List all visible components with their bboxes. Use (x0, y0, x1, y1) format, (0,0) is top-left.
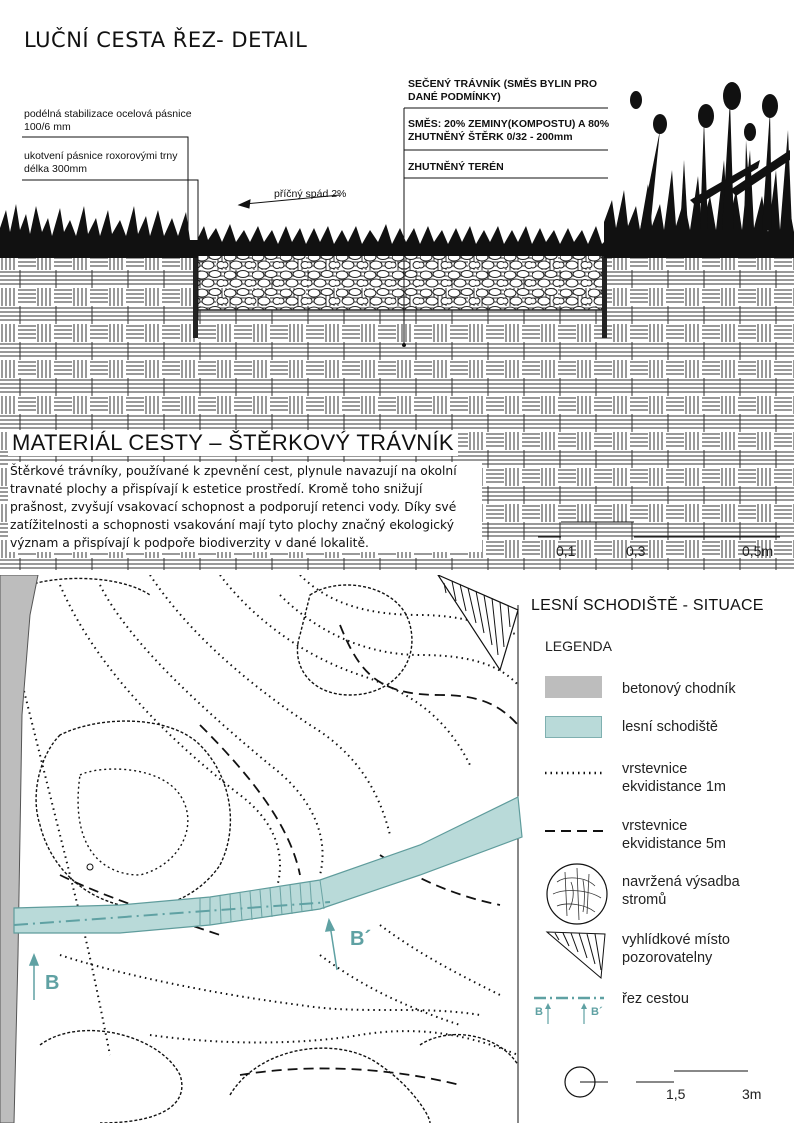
plan-scale-t1: 1,5 (666, 1086, 686, 1102)
section-scale-t2: 0,3 (626, 543, 646, 559)
legend-label-vrstevnice5-b: ekvidistance 5m (622, 836, 726, 852)
situace-title: LESNÍ SCHODIŠTĚ - SITUACE (531, 597, 764, 614)
material-title: MATERIÁL CESTY – ŠTĚRKOVÝ TRÁVNÍK (8, 430, 458, 456)
legend-label-vrstevnice1-b: ekvidistance 1m (622, 779, 726, 795)
marker-b-label: B (45, 972, 60, 994)
legend-symbol-vyhlidka (545, 930, 607, 980)
label-spad: příčný spád 2% (274, 188, 347, 200)
observation-point (438, 575, 518, 670)
plan-scale-bar (636, 1068, 776, 1088)
section-marker-b-prime (326, 920, 337, 970)
legend-label-vrstevnice5-a: vrstevnice (622, 818, 688, 834)
label-smes: SMĚS: 20% ZEMINY(KOMPOSTU) A 80% ZHUTNĚNÝ ŠTĚRK 0/32 - 200mm (408, 118, 610, 143)
forest-stairway (14, 797, 522, 933)
legend-symbol-vrstevnice-1m (545, 770, 605, 776)
legend-label-vrstevnice1-a: vrstevnice (622, 761, 688, 777)
concrete-path (0, 575, 38, 1123)
legend-label-rez: řez cestou (622, 991, 689, 1007)
legend-rez-b: B (535, 1006, 543, 1018)
legend-label-schodiste: lesní schodiště (622, 719, 718, 735)
gravel-layer (197, 252, 606, 310)
legend-label-vysadba-a: navržená výsadba (622, 874, 740, 890)
legend-label-vysadba-b: stromů (622, 892, 667, 908)
legend-symbol-vysadba (545, 862, 609, 926)
section-scale-t3: 0,5m (742, 543, 774, 559)
legend-label-vyhlidka-a: vyhlídkové místo (622, 932, 730, 948)
label-ukotveni: ukotvení pásnice roxorovými trny délka 300mm (24, 150, 178, 175)
legend-title: LEGENDA (545, 638, 612, 654)
legend-swatch-schodiste (545, 716, 602, 738)
label-stabilizace: podélná stabilizace ocelová pásnice 100/6 mm (24, 108, 192, 133)
material-text: Štěrkové trávníky, používané k zpevnění cest, plynule navazují na okolní travnaté plochy a přispívají k estetice prostředí. Kromě toho snižují prašnost, zvyšují vsakovací schopnost a podporují retenci vody. Díky své zatížitelnosti a schopnosti vsakování mají tyto plochy značný ekologický význam a přispívají k podpoře biodiverzity v dané lokalitě. (8, 462, 482, 552)
plan-scale-t2: 3m (742, 1086, 762, 1102)
contours-1m (20, 575, 518, 1055)
section-marker-b (30, 955, 38, 1000)
north-arrow (562, 1064, 612, 1100)
tree-mark (87, 864, 93, 870)
leader-dot (402, 343, 406, 347)
marker-b-prime-label: B´ (350, 928, 372, 950)
legend-swatch-chodnik (545, 676, 602, 698)
label-travnik: SEČENÝ TRÁVNÍK (SMĚS BYLIN PRO DANÉ PODMÍNKY) (408, 78, 598, 103)
label-teren: ZHUTNĚNÝ TERÉN (408, 161, 504, 173)
section-title: LUČNÍ CESTA ŘEZ- DETAIL (24, 28, 308, 52)
legend-label-vyhlidka-b: pozorovatelny (622, 950, 713, 966)
steel-edging-left (193, 250, 198, 338)
legend-rez-b-prime: B´ (591, 1006, 603, 1018)
steel-edging-right (602, 250, 607, 338)
section-scale-t1: 0,1 (556, 543, 576, 559)
legend-label-chodnik: betonový chodník (622, 681, 736, 697)
legend-symbol-vrstevnice-5m (545, 828, 605, 834)
